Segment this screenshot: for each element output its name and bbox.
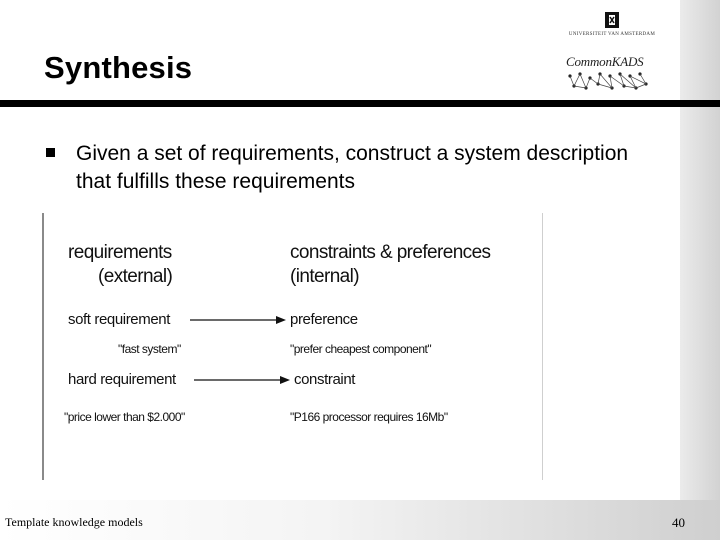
commonkads-wordmark: CommonKADS (566, 54, 644, 69)
slide-side-shade (680, 0, 720, 540)
preference-example: "prefer cheapest component" (290, 342, 432, 356)
right-header-line2: (internal) (290, 266, 359, 287)
bullet-text: Given a set of requirements, construct a system description that fulfills these requirements (76, 142, 629, 193)
synthesis-diagram (42, 213, 543, 480)
left-header-line1: requirements (68, 242, 172, 263)
footer-caption: Template knowledge models (5, 515, 143, 529)
constraint-label: constraint (294, 371, 356, 388)
page-number: 40 (672, 515, 685, 530)
diagram-arrows (44, 213, 542, 480)
commonkads-logo (562, 8, 662, 98)
soft-requirement-example: "fast system" (118, 342, 181, 356)
preference-label: preference (290, 311, 358, 328)
university-crest-icon (562, 8, 662, 32)
right-header-line1: constraints & preferences (290, 242, 491, 263)
soft-requirement-label: soft requirement (68, 311, 170, 328)
title-divider (0, 100, 720, 107)
constraint-example: "P166 processor requires 16Mb" (290, 410, 448, 424)
hard-to-constraint-arrow (194, 376, 290, 384)
bullet-square-icon (46, 148, 55, 157)
soft-to-preference-arrow (190, 316, 286, 324)
hard-requirement-example: "price lower than $2.000" (64, 410, 185, 424)
university-name: UNIVERSITEIT VAN AMSTERDAM (568, 32, 656, 37)
hard-requirement-label: hard requirement (68, 371, 176, 388)
slide-title: Synthesis (44, 50, 193, 85)
network-graph-icon (562, 68, 662, 98)
left-header-line2: (external) (98, 266, 173, 287)
